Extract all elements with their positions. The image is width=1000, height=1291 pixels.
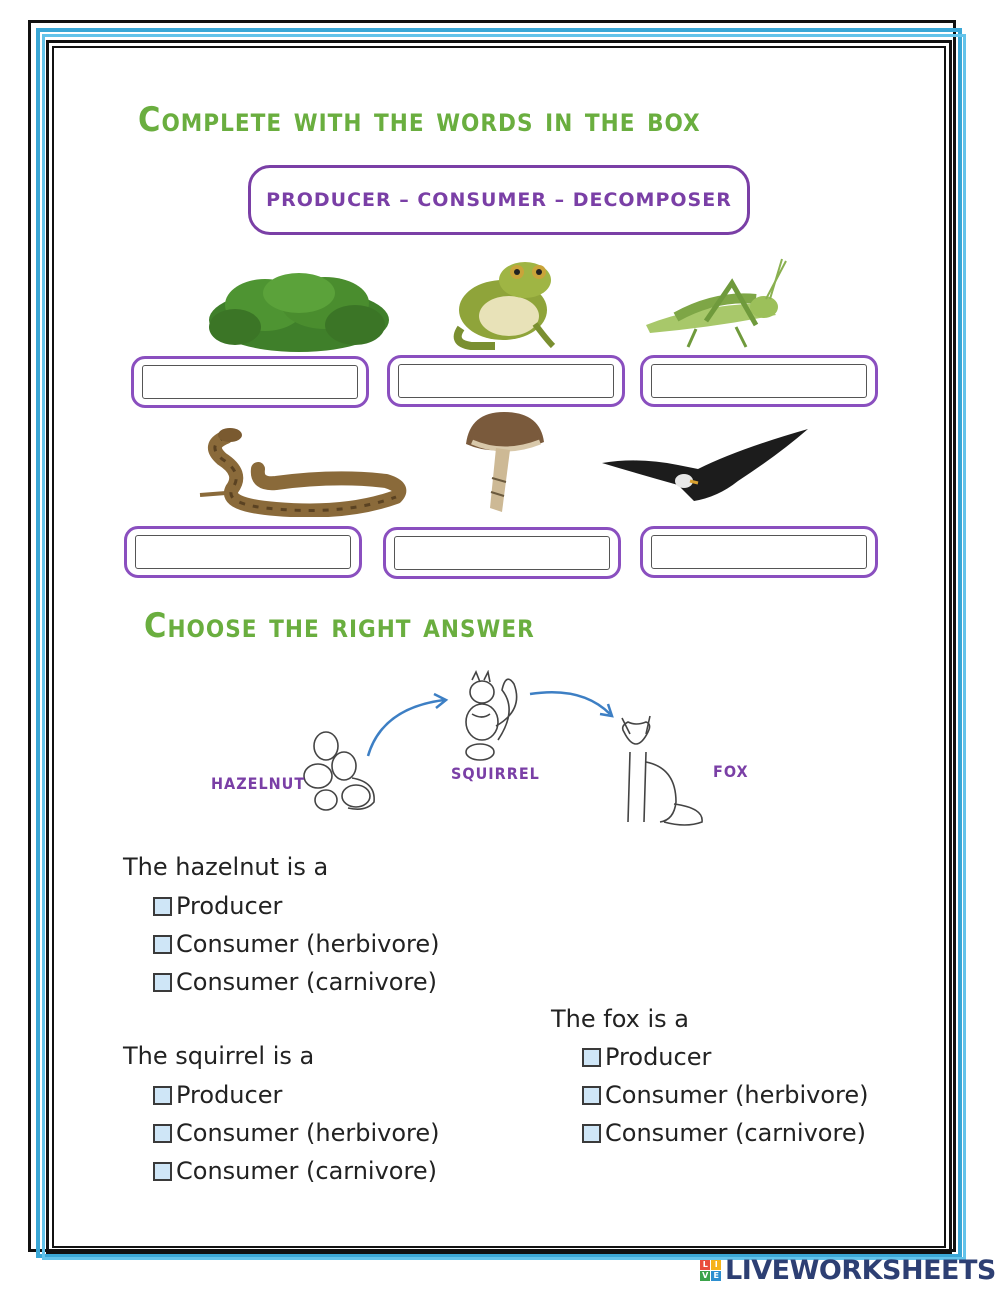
checkbox[interactable] [153, 1124, 172, 1143]
option-label: Consumer (carnivore) [176, 1157, 437, 1185]
checkbox[interactable] [582, 1086, 601, 1105]
option-hazelnut-producer[interactable] [153, 892, 282, 920]
option-label: Consumer (herbivore) [605, 1081, 869, 1109]
option-squirrel-carnivore[interactable] [153, 1157, 437, 1185]
chain-label-squirrel: SQUIRREL [451, 764, 540, 783]
answer-input-snake[interactable] [135, 535, 351, 569]
answer-box-eagle [640, 526, 878, 578]
brand-watermark [700, 1255, 996, 1286]
answer-input-bush[interactable] [142, 365, 358, 399]
brand-name: LIVEWORKSHEETS [725, 1255, 996, 1286]
answer-box-grasshopper [640, 355, 878, 407]
checkbox[interactable] [582, 1124, 601, 1143]
checkbox[interactable] [153, 897, 172, 916]
eagle-icon [598, 425, 814, 505]
mushroom-icon [460, 408, 548, 518]
option-fox-producer[interactable] [582, 1043, 711, 1071]
option-label: Producer [605, 1043, 712, 1071]
squirrel-icon [458, 670, 528, 762]
liveworksheets-logo-icon: L I V E [700, 1260, 721, 1281]
option-label: Consumer (carnivore) [176, 968, 437, 996]
chain-label-fox: FOX [713, 762, 749, 781]
option-hazelnut-herbivore[interactable] [153, 930, 439, 958]
question-squirrel: The squirrel is a [123, 1042, 315, 1070]
option-label: Consumer (carnivore) [605, 1119, 866, 1147]
arrow-squirrel-fox-icon [528, 686, 618, 722]
fox-icon [616, 712, 708, 828]
option-label: Consumer (herbivore) [176, 1119, 440, 1147]
answer-box-frog [387, 355, 625, 407]
option-squirrel-producer[interactable] [153, 1081, 282, 1109]
bush-icon [205, 265, 393, 355]
section-title-complete: Complete with the words in the box [138, 100, 701, 140]
answer-input-eagle[interactable] [651, 535, 867, 569]
grasshopper-icon [636, 255, 791, 350]
option-squirrel-herbivore[interactable] [153, 1119, 439, 1147]
option-fox-carnivore[interactable] [582, 1119, 866, 1147]
word-bank: PRODUCER – CONSUMER – DECOMPOSER [248, 165, 750, 235]
option-label: Producer [176, 892, 283, 920]
checkbox[interactable] [153, 1162, 172, 1181]
question-fox: The fox is a [551, 1005, 689, 1033]
frog-icon [443, 258, 558, 350]
question-hazelnut: The hazelnut is a [123, 853, 329, 881]
checkbox[interactable] [582, 1048, 601, 1067]
answer-box-snake [124, 526, 362, 578]
checkbox[interactable] [153, 935, 172, 954]
arrow-hazelnut-squirrel-icon [362, 690, 450, 760]
option-label: Consumer (herbivore) [176, 930, 440, 958]
answer-input-frog[interactable] [398, 364, 614, 398]
section-title-choose: Choose the right answer [144, 606, 535, 646]
option-label: Producer [176, 1081, 283, 1109]
answer-input-grasshopper[interactable] [651, 364, 867, 398]
checkbox[interactable] [153, 973, 172, 992]
option-hazelnut-carnivore[interactable] [153, 968, 437, 996]
option-fox-herbivore[interactable] [582, 1081, 868, 1109]
checkbox[interactable] [153, 1086, 172, 1105]
answer-input-mushroom[interactable] [394, 536, 610, 570]
snake-icon [196, 425, 408, 517]
answer-box-bush [131, 356, 369, 408]
chain-label-hazelnut: HAZELNUT [211, 774, 306, 793]
answer-box-mushroom [383, 527, 621, 579]
